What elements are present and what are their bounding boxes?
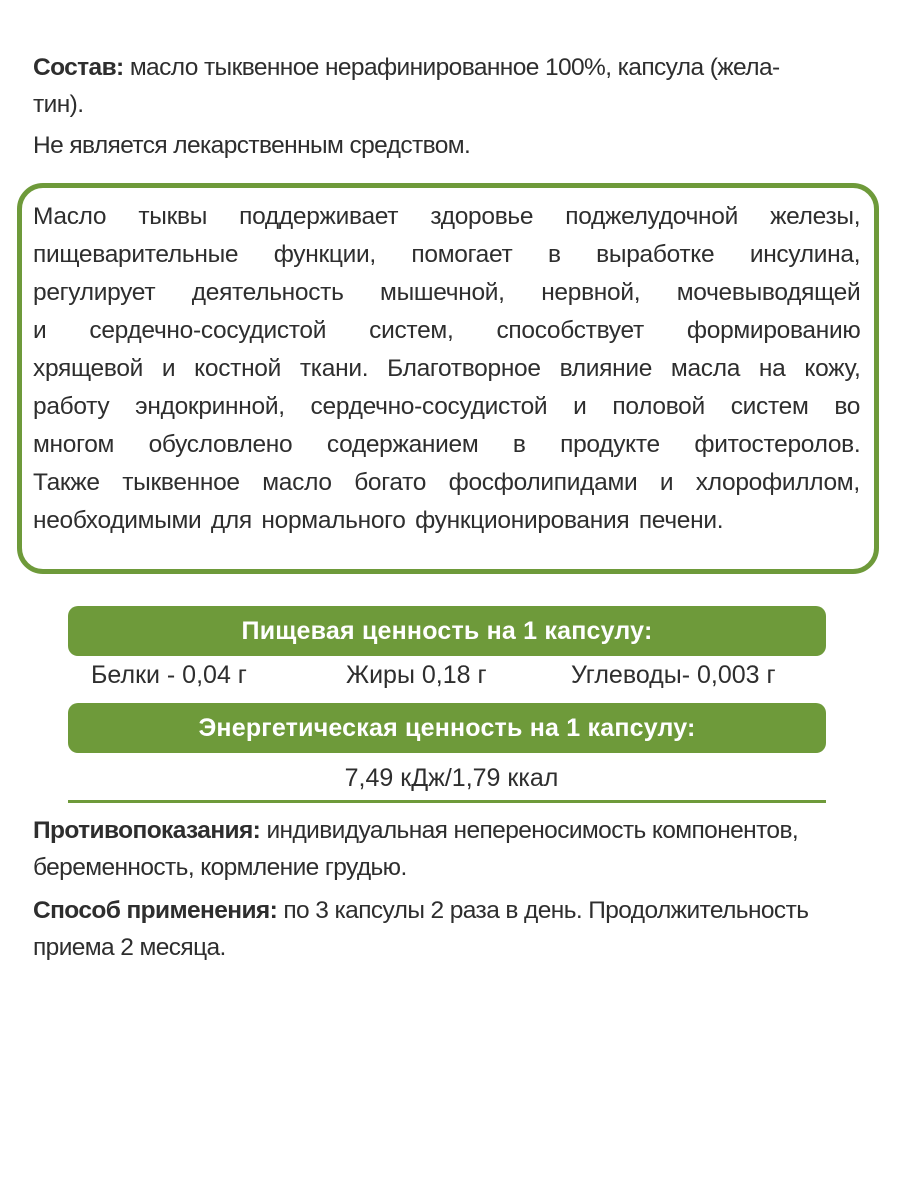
description-line: многом обусловлено содержанием в продукте фитостеролов.: [33, 431, 861, 458]
contraindications-line-1: [33, 816, 798, 846]
energy-value: 7,49 кДж/1,79 ккал: [344, 764, 559, 792]
composition-line-2: тин).: [33, 91, 84, 118]
description-line: работу эндокринной, сердечно-сосудистой и половой систем во: [33, 393, 861, 420]
description-line: хрящевой и костной ткани. Благотворное влияние масла на кожу,: [33, 355, 861, 382]
description-line: Также тыквенное масло богато фосфолипидами и хлорофиллом,: [33, 469, 860, 496]
energy-header: Энергетическая ценность на 1 капсулу:: [68, 703, 826, 753]
protein-value: Белки - 0,04 г: [91, 661, 247, 689]
composition-text: масло тыквенное нерафинированное 100%, капсула (жела-: [123, 54, 780, 81]
contraindications-text: индивидуальная непереносимость компонентов,: [260, 817, 799, 844]
usage-label: Способ применения:: [33, 897, 278, 924]
contraindications-label: Противопоказания:: [33, 817, 261, 844]
composition-line-1: [33, 53, 780, 83]
usage-line-2: приема 2 месяца.: [33, 934, 226, 961]
nutrition-header: Пищевая ценность на 1 капсулу:: [68, 606, 826, 656]
description-line: и сердечно-сосудистой систем, способствует формированию: [33, 317, 861, 344]
contraindications-line-2: беременность, кормление грудью.: [33, 854, 407, 881]
usage-line-1: [33, 896, 808, 926]
description-line: Масло тыквы поддерживает здоровье поджелудочной железы,: [33, 203, 861, 230]
description-line: необходимыми для нормального функционирования печени.: [33, 507, 724, 534]
divider: [68, 800, 826, 803]
not-medicine-note: Не является лекарственным средством.: [33, 132, 471, 159]
usage-text: по 3 капсулы 2 раза в день. Продолжительность: [277, 897, 809, 924]
fat-value: Жиры 0,18 г: [346, 661, 487, 689]
carbs-value: Углеводы- 0,003 г: [571, 661, 776, 689]
description-line: пищеварительные функции, помогает в выработке инсулина,: [33, 241, 861, 268]
description-line: регулирует деятельность мышечной, нервной, мочевыводящей: [33, 279, 861, 306]
composition-label: Состав:: [33, 54, 124, 81]
